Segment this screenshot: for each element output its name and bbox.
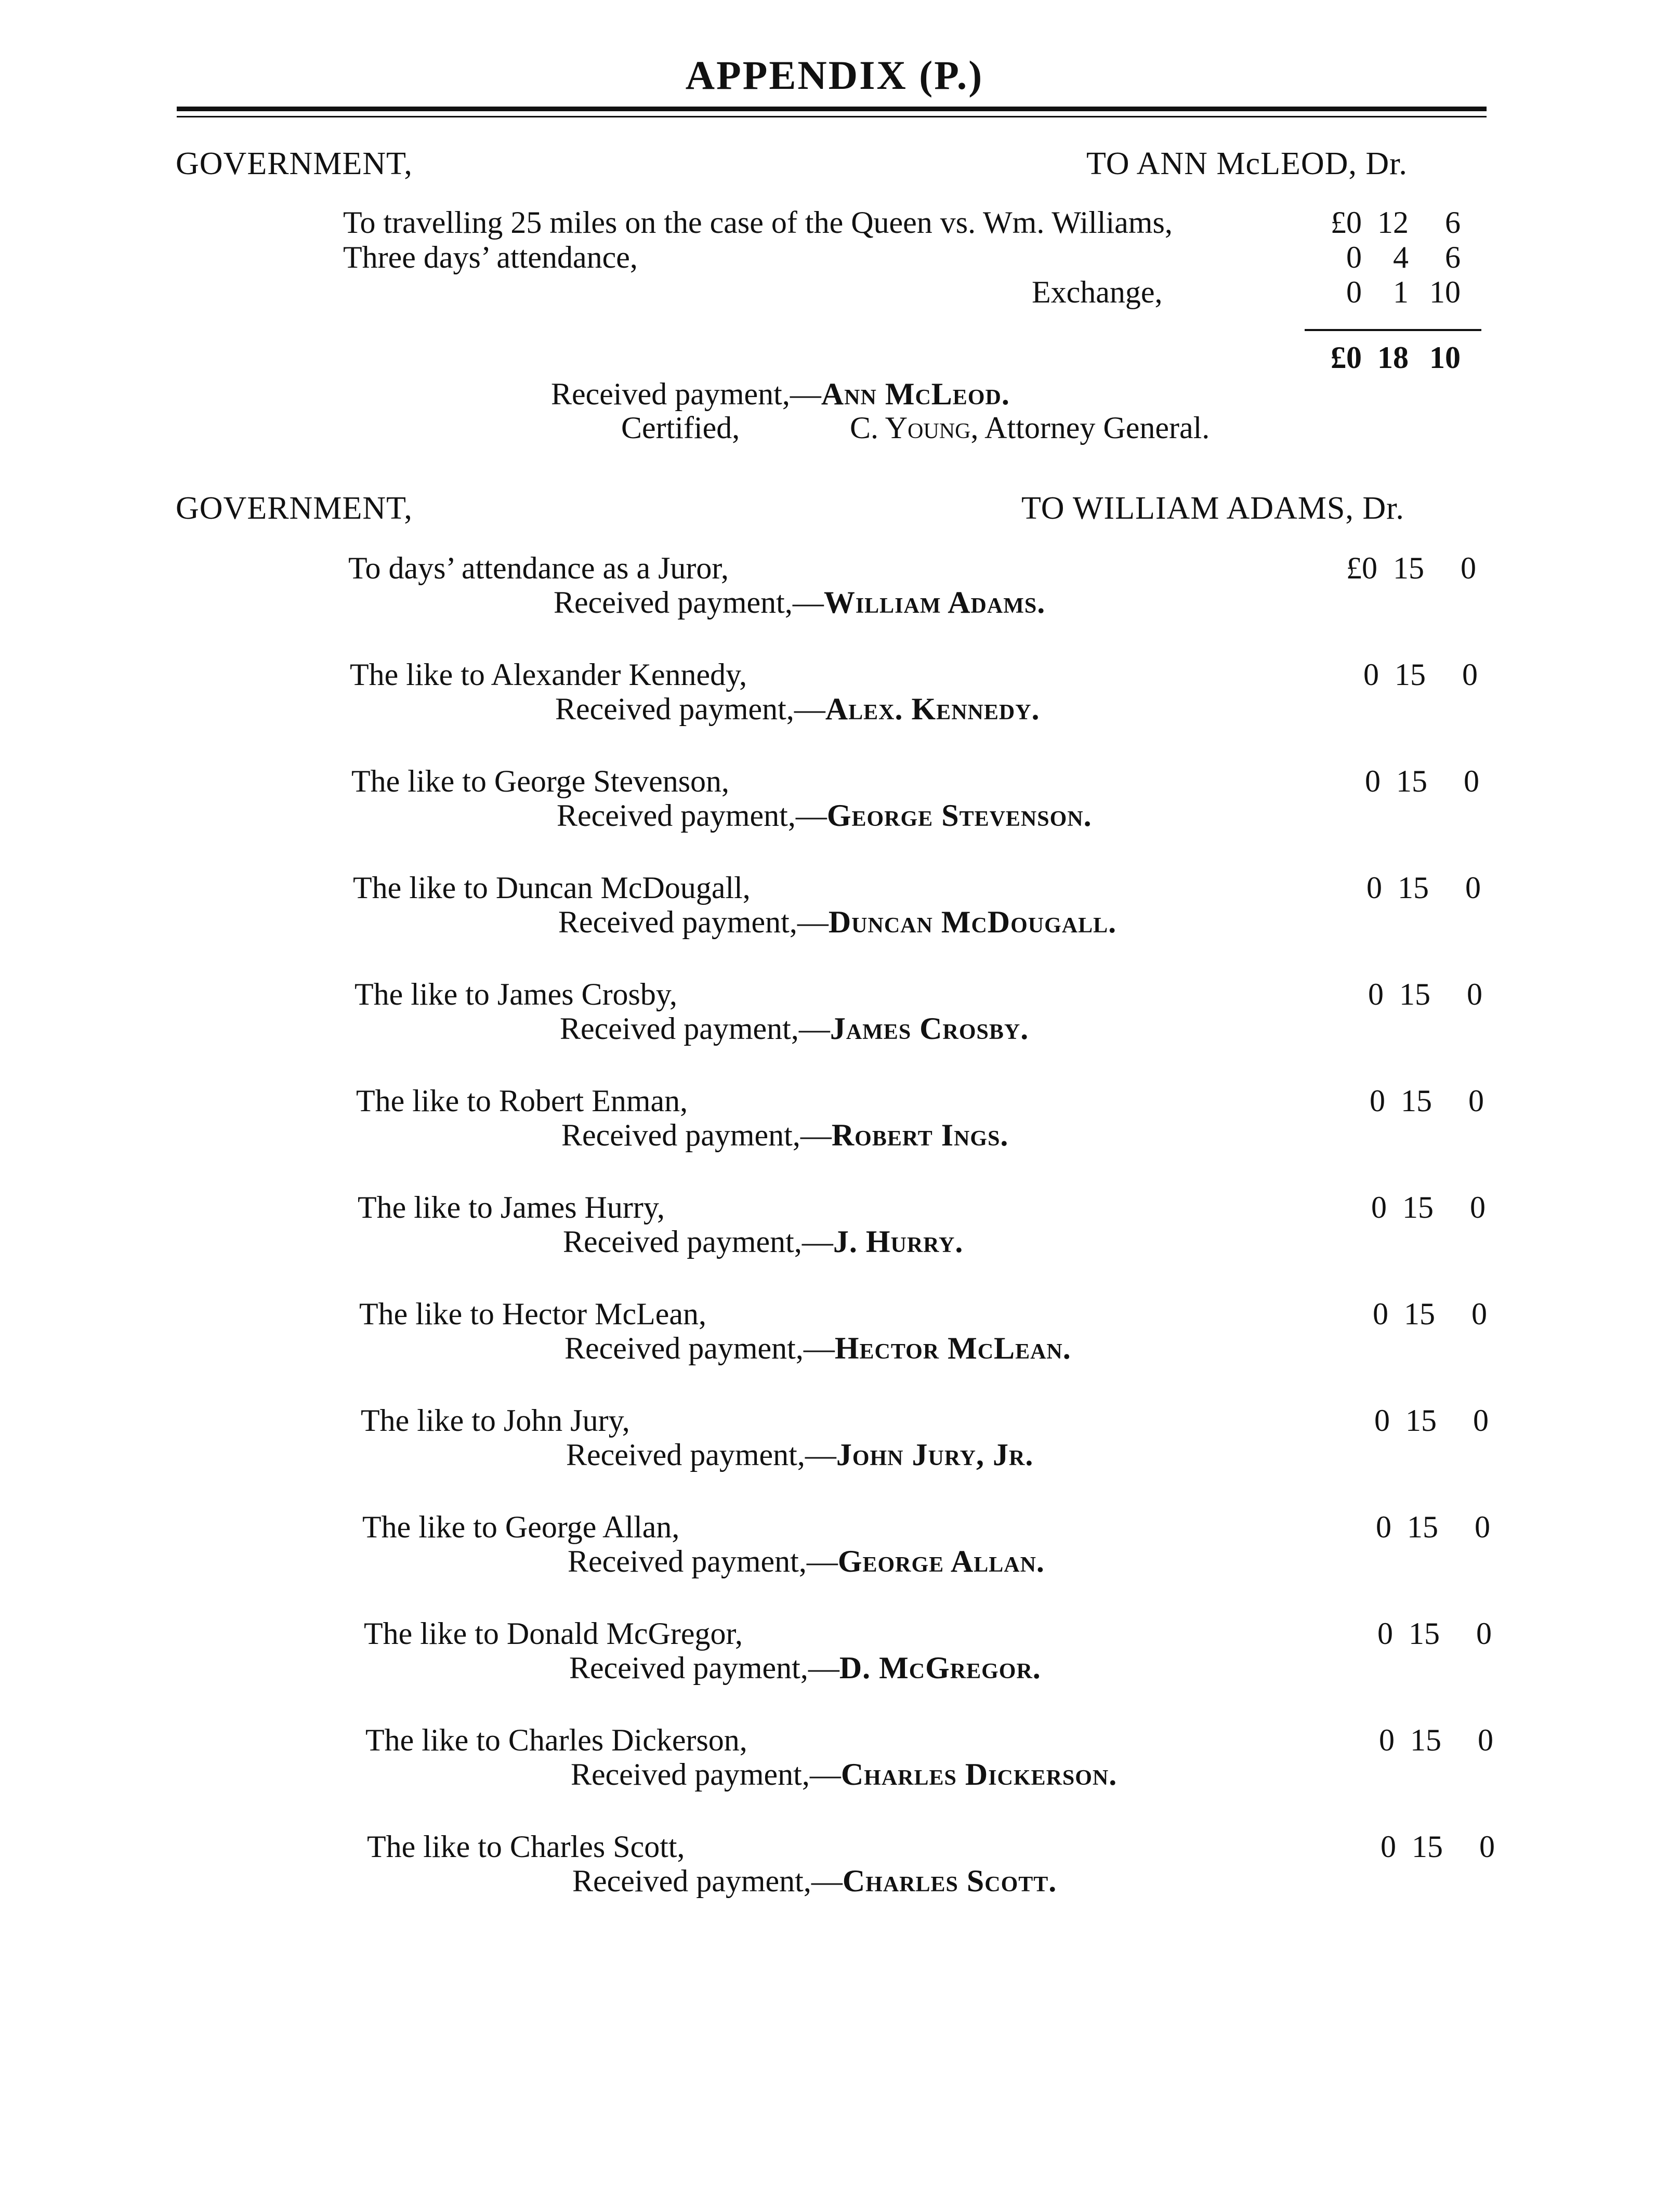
amount-shillings: 12: [1377, 205, 1409, 240]
entry-amount: [1334, 764, 1479, 798]
receipt-signature: D. McGregor.: [839, 1651, 1041, 1685]
amount-shillings: 15: [1404, 1297, 1435, 1331]
receipt-label: Received payment,—: [558, 905, 829, 939]
certified-signature: C. Young: [850, 411, 971, 445]
certified-title: , Attorney General.: [970, 411, 1210, 445]
amount-pounds: 0: [1346, 240, 1362, 274]
title-rule-thick: [177, 107, 1487, 111]
total-pence: 10: [1429, 340, 1461, 375]
entry-line: The like to George Stevenson,: [351, 764, 730, 798]
amount-pence: 0: [1479, 1829, 1495, 1864]
amount-pounds: 0: [1346, 275, 1362, 309]
receipt-signature: James Crosby.: [830, 1011, 1029, 1046]
amount-shillings: 15: [1396, 764, 1427, 798]
amount-pence: 0: [1462, 657, 1478, 692]
amount-pounds: 0: [1374, 1403, 1390, 1438]
amount-shillings: 4: [1393, 240, 1409, 274]
amount-pounds: 0: [1366, 871, 1382, 905]
entry-line: The like to Charles Dickerson,: [365, 1723, 747, 1757]
entry-receipt: [571, 1757, 1117, 1792]
entry-amount: [1332, 657, 1478, 692]
amount-pence: 0: [1467, 977, 1482, 1011]
entry-line: The like to Charles Scott,: [367, 1829, 685, 1864]
receipt-label: Received payment,—: [568, 1544, 838, 1578]
amount-pence: 0: [1461, 551, 1476, 585]
entry-amount: [1331, 551, 1476, 585]
amount-pounds: 0: [1373, 1297, 1388, 1331]
account2-payee: TO WILLIAM ADAMS, Dr.: [1021, 491, 1404, 526]
amount-pounds: 0: [1371, 1190, 1387, 1224]
amount-shillings: 15: [1407, 1510, 1438, 1544]
receipt-label: Received payment,—: [554, 585, 824, 620]
receipt-signature: George Allan.: [837, 1544, 1045, 1578]
entry-line: The like to Duncan McDougall,: [353, 871, 751, 905]
entry-amount: [1340, 1190, 1486, 1224]
receipt-signature: J. Hurry.: [833, 1224, 964, 1259]
entry-amount: [1349, 1829, 1495, 1864]
amount-shillings: 15: [1412, 1829, 1443, 1864]
amount-shillings: 15: [1399, 977, 1430, 1011]
receipt-label: Received payment,—: [563, 1224, 833, 1259]
amount-pounds: 0: [1376, 1510, 1391, 1544]
receipt-label: Received payment,—: [564, 1331, 835, 1365]
entry-line: The like to Hector McLean,: [359, 1297, 707, 1331]
account1-item-amount: [1315, 205, 1461, 240]
entry-amount: [1337, 977, 1482, 1011]
account1-receipt: [551, 377, 1010, 411]
receipt-label: Received payment,—: [571, 1757, 841, 1792]
entry-amount: [1348, 1723, 1493, 1757]
amount-shillings: 15: [1395, 657, 1426, 692]
account1-certification: [850, 411, 1210, 445]
amount-pence: 0: [1465, 871, 1481, 905]
entry-amount: [1346, 1616, 1492, 1651]
receipt-label: Received payment,—: [560, 1011, 830, 1046]
entry-line: The like to Alexander Kennedy,: [350, 657, 747, 692]
receipt-label: Received payment,—: [557, 798, 827, 833]
entry-line: The like to John Jury,: [361, 1403, 630, 1438]
entry-amount: [1343, 1403, 1489, 1438]
sum-rule: [1305, 329, 1481, 331]
receipt-signature: Ann McLeod.: [821, 377, 1010, 411]
account1-certified-label: Certified,: [621, 411, 740, 445]
total-pounds: £0: [1331, 340, 1362, 375]
amount-pence: 0: [1464, 764, 1479, 798]
title-rule-thin: [177, 116, 1487, 117]
entry-receipt: [557, 798, 1092, 833]
entry-line: The like to James Hurry,: [358, 1190, 665, 1224]
page-title: APPENDIX (P.): [685, 52, 984, 98]
entry-line: The like to James Crosby,: [354, 977, 678, 1011]
entry-receipt: [572, 1864, 1057, 1898]
amount-pounds: 0: [1368, 977, 1384, 1011]
amount-pence: 0: [1476, 1616, 1492, 1651]
entry-amount: [1335, 871, 1481, 905]
amount-shillings: 15: [1401, 1084, 1432, 1118]
account1-payer: GOVERNMENT,: [176, 146, 413, 181]
amount-shillings: 1: [1393, 275, 1409, 309]
amount-pounds: 0: [1370, 1084, 1385, 1118]
amount-pence: 10: [1429, 275, 1461, 309]
entry-receipt: [568, 1544, 1045, 1578]
receipt-signature: Alex. Kennedy.: [825, 692, 1040, 726]
entry-receipt: [563, 1224, 963, 1259]
entry-receipt: [558, 905, 1116, 939]
amount-pence: 0: [1478, 1723, 1493, 1757]
account1-total: [1315, 340, 1461, 375]
receipt-label: Received payment,—: [572, 1864, 843, 1898]
account1-payee: TO ANN McLEOD, Dr.: [1086, 146, 1408, 181]
amount-pence: 6: [1445, 205, 1461, 240]
entry-receipt: [569, 1651, 1041, 1685]
amount-pence: 0: [1473, 1403, 1489, 1438]
receipt-label: Received payment,—: [551, 377, 821, 411]
amount-pence: 0: [1475, 1510, 1490, 1544]
amount-pounds: 0: [1381, 1829, 1396, 1864]
entry-amount: [1342, 1297, 1487, 1331]
receipt-signature: William Adams.: [823, 585, 1046, 620]
amount-pence: 0: [1471, 1297, 1487, 1331]
receipt-signature: George Stevenson.: [826, 798, 1092, 833]
entry-line: The like to George Allan,: [362, 1510, 680, 1544]
account1-item-amount: [1315, 240, 1461, 274]
amount-pence: 6: [1445, 240, 1461, 274]
account1-item-text: To travelling 25 miles on the case of the Queen vs. Wm. Williams,: [343, 205, 1173, 240]
amount-shillings: 15: [1409, 1616, 1440, 1651]
amount-pounds: £0: [1331, 205, 1362, 240]
receipt-label: Received payment,—: [561, 1118, 832, 1152]
amount-shillings: 15: [1410, 1723, 1441, 1757]
receipt-label: Received payment,—: [569, 1651, 839, 1685]
entry-line: To days’ attendance as a Juror,: [348, 551, 729, 585]
total-shillings: 18: [1377, 340, 1409, 375]
entry-receipt: [566, 1438, 1033, 1472]
account1-item-text: Exchange,: [1032, 275, 1163, 309]
entry-line: The like to Robert Enman,: [356, 1084, 688, 1118]
amount-shillings: 15: [1398, 871, 1429, 905]
receipt-signature: Charles Scott.: [842, 1864, 1057, 1898]
entry-receipt: [560, 1011, 1029, 1046]
amount-shillings: 15: [1405, 1403, 1437, 1438]
amount-pence: 0: [1468, 1084, 1484, 1118]
entry-receipt: [555, 692, 1040, 726]
receipt-signature: Robert Ings.: [831, 1118, 1009, 1152]
account1-item-amount: [1315, 275, 1461, 309]
entry-line: The like to Donald McGregor,: [364, 1616, 743, 1651]
amount-shillings: 15: [1393, 551, 1424, 585]
amount-pounds: £0: [1346, 551, 1377, 585]
receipt-signature: Charles Dickerson.: [840, 1757, 1118, 1792]
amount-pounds: 0: [1365, 764, 1381, 798]
amount-pounds: 0: [1363, 657, 1379, 692]
receipt-signature: Duncan McDougall.: [828, 905, 1117, 939]
entry-amount: [1338, 1084, 1484, 1118]
amount-pounds: 0: [1379, 1723, 1395, 1757]
entry-receipt: [561, 1118, 1008, 1152]
receipt-label: Received payment,—: [555, 692, 825, 726]
entry-amount: [1345, 1510, 1490, 1544]
receipt-signature: Hector McLean.: [834, 1331, 1071, 1365]
receipt-signature: John Jury, Jr.: [836, 1438, 1034, 1472]
account1-item-text: Three days’ attendance,: [343, 240, 638, 274]
receipt-label: Received payment,—: [566, 1438, 836, 1472]
amount-pounds: 0: [1377, 1616, 1393, 1651]
account2-payer: GOVERNMENT,: [176, 491, 413, 526]
amount-shillings: 15: [1402, 1190, 1434, 1224]
amount-pence: 0: [1470, 1190, 1486, 1224]
entry-receipt: [564, 1331, 1071, 1365]
entry-receipt: [554, 585, 1045, 620]
